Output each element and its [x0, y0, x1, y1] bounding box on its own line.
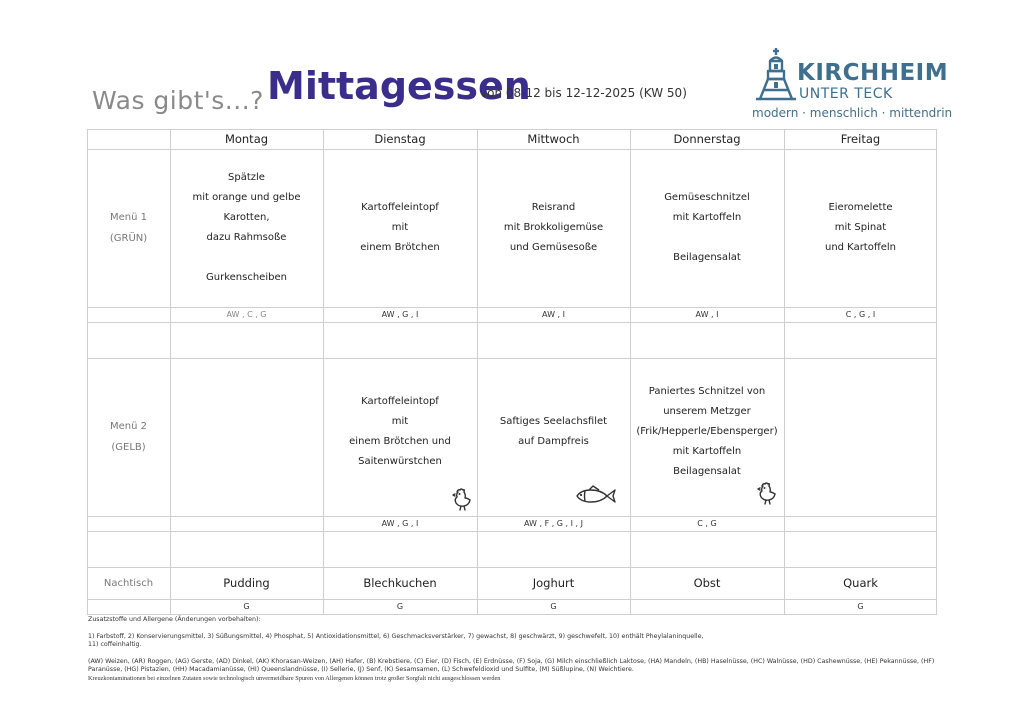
chicken-icon: [754, 480, 780, 506]
church-tower-icon: [756, 47, 796, 103]
dessert-allergens: G: [857, 602, 864, 611]
grid-line: [87, 307, 937, 308]
grid-line: [87, 567, 937, 568]
menu1-allergens: AW , G , I: [381, 309, 419, 319]
spacer-cell: [477, 322, 630, 358]
notes-cross-contamination: Kreuzkontaminationen bei einzelnen Zutaten sowie technologisch unvermeidbare Spuren von Allergenen können trotz großer Sorgfalt nicht ausgeschlossen werden: [88, 674, 501, 682]
menu2-allergens: [170, 516, 323, 531]
spacer-cell: [170, 531, 323, 567]
dessert-dish: Quark: [843, 576, 878, 590]
grid-line: [87, 358, 937, 359]
was-gibts-text: Was gibt's...?: [92, 86, 264, 115]
fish-icon: [575, 485, 617, 507]
menu1-allergens: AW , C , G: [226, 309, 267, 319]
menu2-dish: Kartoffeleintopf mit einem Brötchen und Saitenwürstchen: [349, 396, 451, 467]
dessert-allergen-label: [87, 599, 170, 615]
notes-heading: Zusatzstoffe und Allergene (Änderungen vorbehalten):: [88, 616, 261, 623]
grid-line: [87, 129, 937, 130]
menu1-dish: Reisrand mit Brokkoligemüse und Gemüsesoße: [503, 202, 604, 253]
grid-line: [630, 129, 631, 615]
grid-line: [784, 129, 785, 615]
dessert-allergens: [630, 599, 784, 615]
spacer-cell: [784, 322, 937, 358]
day-header-4: Donnerstag: [673, 132, 741, 146]
menu1-allergens: AW , I: [542, 309, 565, 319]
dessert-dish: Joghurt: [532, 576, 575, 590]
menu2-dish: Saftiges Seelachsfilet auf Dampfreis: [499, 416, 608, 447]
menu2-dish: Paniertes Schnitzel von unserem Metzger (Frik/Hepperle/Ebensperger) mit Kartoffeln Beilagensalat: [636, 386, 778, 477]
day-header-2: Dienstag: [374, 132, 426, 146]
grid-line: [87, 531, 937, 532]
grid-line: [87, 516, 937, 517]
spacer-cell: [323, 322, 477, 358]
notes-additives: 1) Farbstoff, 2) Konservierungsmittel, 3) Süßungsmittel, 4) Phosphat, 5) Antioxidationsmittel, 6) Geschmacksverstärker, 7) gewachst, 8) geschwärzt, 9) geschwefelt, 10) enthält Pheylalaninquelle, 11) coffeinhaltig.: [88, 632, 704, 649]
day-header-1: Montag: [224, 132, 269, 146]
grid-line: [936, 129, 937, 615]
dessert-dish: Obst: [693, 576, 721, 590]
menu1-label: Menü 1 (GRÜN): [109, 212, 148, 244]
menu2-allergen-label: [87, 516, 170, 531]
dessert-dish: Blechkuchen: [363, 576, 437, 590]
grid-line: [170, 129, 171, 615]
menu2-allergens: [784, 516, 937, 531]
menu2-allergens: AW , G , I: [381, 518, 419, 528]
dessert-dish: Pudding: [223, 576, 270, 590]
grid-line: [87, 599, 937, 600]
dessert-label: Nachtisch: [103, 577, 154, 589]
menu2-label: Menü 2 (GELB): [110, 421, 147, 453]
notes-allergen-list: (AW) Weizen, (AR) Roggen, (AG) Gerste, (AD) Dinkel, (AK) Khorasan-Weizen, (AH) Hafer, (B) Krebstiere, (C) Eier, (D) Fisch, (E) Erdnüsse, (F) Soja, (G) Milch einschließlich Laktose, (HA) Mandeln, (HB) Haselnüsse, (HC) Walnüsse, (HD) Cashewnüsse, (HE) Pekannüsse, (HF) Paranüsse, (HG) Pistazien, (HH) Macadamianüsse, (HI) Queenslandnüsse, (I) Sellerie, (J) Senf, (K) Sesamsamen, (L) Schwefeldioxid und Sulfite, (M) Süßlupine, (N) Weichtiere.: [88, 657, 935, 674]
menu1-allergens: AW , I: [695, 309, 719, 319]
menu1-dish: Eieromelette mit Spinat und Kartoffeln: [824, 202, 897, 253]
spacer-cell: [477, 531, 630, 567]
date-range: von 08-12 bis 12-12-2025 (KW 50): [480, 86, 687, 100]
menu2-dish: [170, 358, 323, 516]
dessert-allergens: G: [243, 602, 250, 611]
menu1-allergens: C , G , I: [845, 309, 876, 319]
grid-line: [87, 129, 88, 615]
spacer-cell: [784, 531, 937, 567]
day-header-3: Mittwoch: [527, 132, 580, 146]
menu2-allergens: C , G: [697, 518, 717, 528]
spacer-cell: [87, 322, 170, 358]
grid-line: [87, 149, 937, 150]
spacer-cell: [170, 322, 323, 358]
grid-line: [87, 322, 937, 323]
page-title: Mittagessen: [267, 64, 531, 108]
spacer-cell: [630, 322, 784, 358]
menu1-dish: Gemüseschnitzel mit Kartoffeln Beilagensalat: [664, 192, 750, 263]
allergen-notes: [88, 616, 938, 684]
menu1-allergen-label: [87, 307, 170, 322]
spacer-cell: [87, 531, 170, 567]
grid-line: [87, 614, 937, 615]
logo-tagline: modern · menschlich · mittendrin: [752, 106, 953, 120]
menu-table: [87, 129, 937, 615]
spacer-cell: [323, 531, 477, 567]
menu1-dish: Spätzle mit orange und gelbe Karotten, dazu Rahmsoße Gurkenscheiben: [192, 172, 301, 283]
menu2-allergens: AW , F , G , I , J: [524, 518, 583, 528]
dessert-allergens: G: [396, 602, 404, 611]
menu2-dish: [784, 358, 937, 516]
dessert-allergens: G: [550, 602, 557, 611]
logo-name: KIRCHHEIM: [797, 60, 949, 86]
logo-subname: UNTER TECK: [799, 86, 893, 102]
grid-line: [323, 129, 324, 615]
grid-line: [477, 129, 478, 615]
day-header-5: Freitag: [840, 132, 881, 146]
spacer-cell: [630, 531, 784, 567]
header-corner: [87, 129, 170, 149]
menu1-dish: Kartoffeleintopf mit einem Brötchen: [360, 202, 440, 253]
chicken-icon: [449, 486, 475, 512]
